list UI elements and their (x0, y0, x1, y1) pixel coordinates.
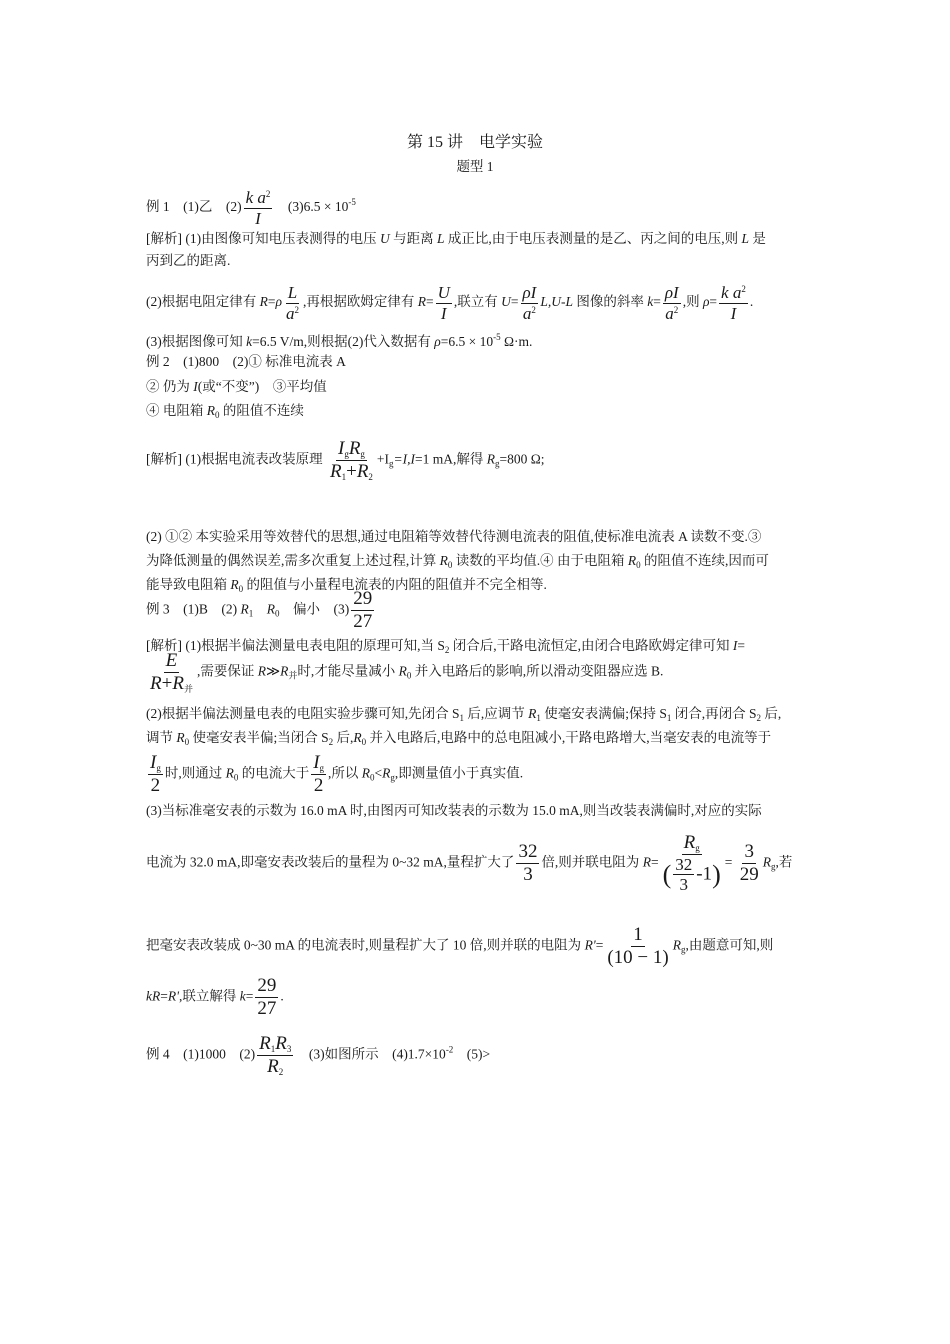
fraction-rho-result: $\frac{k a^2}{I}$ (721, 283, 746, 323)
example-1-analysis-1: [解析] (1)由图像可知电压表测得的电压 U 与距离 L 成正比,由于电压表测量的是乙、丙之间的电压,则 L 是 (146, 231, 766, 246)
example-2-analysis-2b: 为降低测量的偶然误差,需多次重复上述过程,计算 $R_0$ 读数的平均值.④ 由于电阻箱 $R_0$ 的阻值不连续,因而可 (146, 553, 769, 570)
fraction-r1r3-over-r2: $\frac{R1R3}{R2}$ (259, 1033, 292, 1077)
fraction-rho-i-over-a2: $\frac{\rho I}{a^2}$ (522, 283, 537, 323)
fraction-29-over-27: $\frac{29}{27}$ (353, 588, 373, 632)
fraction-ka2-over-i: $\frac{k a^2}{I}$ (245, 188, 271, 228)
fraction-ig-over-2b: $\frac{Ig}{2}$ (313, 752, 325, 796)
example-3-analysis-2: (2)根据半偏法测量电表的电阻实验步骤可知,先闭合 $S_1$ 后,应调节 $R_1$ 使毫安表满偏;保持 $S_1$ 闭合,再闭合 $S_2$ 后, (146, 706, 782, 723)
fraction-l-over-a2: $\frac{L}{a^2}$ (285, 283, 299, 323)
fraction-igrg-over-r1r2: $\frac{\text{IgRg}}{R1+R2}$ (329, 438, 373, 482)
example-1-analysis-3: (3)根据图像可知 k=6.5 V/m,则根据(2)代入数据有 $\rho=6.5 \times 10^{-5}$ Ω·m. (146, 332, 533, 349)
fraction-32-over-3: $\frac{32}{3}$ (518, 841, 538, 885)
example-1-analysis-2: (2)根据电阻定律有 R=ρ $\frac{L}{a^2}$ ,再根据欧姆定律有 R= $\frac{U}{I}$ ,联立有 U= $\frac{\rho I}{a^2}$ L,U-L 图像的斜率 k= $\frac{\rho I}{a^2}$ ,则 ρ= $\frac{k a^2}{I}$ . (146, 283, 754, 323)
fraction-rg-over-32-3-minus-1: Rg ( $\frac{32}{3}$ -1) (662, 832, 721, 895)
fraction-1-over-10-minus-1: $\frac{1}{(10 - 1)}$ (607, 924, 669, 968)
example-3-analysis-3: (3)当标准毫安表的示数为 16.0 mA 时,由图丙可知改装表的示数为 15.0 mA,则当改装表满偏时,对应的实际 (146, 803, 762, 818)
example-3-analysis-3d: kR=R',联立解得 k= $\frac{29}{27}$ . (146, 975, 284, 1019)
example-2-answer-3: ④ 电阻箱 $R_0$ 的阻值不连续 (146, 403, 304, 420)
fraction-29-over-27b: $\frac{29}{27}$ (257, 975, 277, 1019)
example-1-answer: 例 1 (1)乙 (2) $\frac{k a^2}{I}$ $(3)6.5 \times 10^{-5}$ (146, 188, 356, 228)
example-3-analysis-2b: 调节 $R_0$ 使毫安表半偏;当闭合 $S_2$ 后$,R_0$ 并入电路后,电路中的总电阻减小,干路电路增大,当毫安表的电流等于 (146, 730, 772, 747)
example-2-analysis-2c: 能导致电阻箱 $R_0$ 的阻值与小量程电流表的内阻的阻值并不完全相等. (146, 577, 547, 594)
example-3-answer: 例 3 (1)B (2) $R_1$ $R_0$ 偏小 (3) $\frac{29}{27}$ (146, 588, 373, 632)
fraction-ig-over-2: $\frac{Ig}{2}$ (150, 752, 161, 796)
fraction-slope: $\frac{\rho I}{a^2}$ (664, 283, 679, 323)
example-1-analysis-1b: 丙到乙的距离. (146, 253, 231, 268)
example-3-analysis-1b: $\frac{E}{\text{R+R并}}$ ,需要保证 $R≫R_并$时,才能尽量减小 $R_0$ 并入电路后的影响,所以滑动变阻器应选 B. (150, 650, 664, 694)
section-subtitle: 题型 1 (456, 159, 494, 174)
example-2-analysis-2: (2) ①② 本实验采用等效替代的思想,通过电阻箱等效替代待测电流表的阻值,使标准电流表 A 读数不变.③ (146, 529, 762, 544)
fraction-e-over-r-plus-r: $\frac{E}{\text{R+R并}}$ (150, 650, 193, 694)
fraction-3-over-29: $\frac{3}{29}$ (739, 841, 759, 885)
example-3-analysis-1: [解析] (1)根据半偏法测量电表电阻的原理可知,当 $S_2$ 闭合后,干路电流恒定,由闭合电路欧姆定律可知 I= (146, 638, 745, 655)
example-2-answer-2: ② 仍为 I(或“不变”) ③平均值 (146, 379, 327, 394)
example-3-analysis-3c: 把毫安表改装成 0~30 mA 的电流表时,则量程扩大了 10 倍,则并联的电阻为 R'= $\frac{1}{(10 - 1)}$ $R_g$,由题意可知,则 (146, 924, 774, 968)
page-title: 第 15 讲 电学实验 (406, 134, 543, 151)
example-3-analysis-3b: 电流为 32.0 mA,即毫安表改装后的量程为 0~32 mA,量程扩大了 $\frac{32}{3}$ 倍,则并联电阻为 R= Rg ( $\frac{32}{3}$ -1) = $\frac{3}{29}$ $R_g$,若 (146, 832, 793, 895)
example-4-answer: 例 4 (1)1000 (2) $\frac{R1R3}{R2}$ (3)如图所示 $(4)1.7\times 10^{-2}$ (5)> (146, 1033, 491, 1077)
fraction-u-over-i: $\frac{U}{I}$ (437, 283, 450, 323)
example-2-analysis-1: [解析] (1)根据电流表改装原理 $\frac{\text{IgRg}}{R1+R2}$ $+I_g=I,I=1$ mA,解得 $R_g=800$ Ω; (146, 438, 545, 482)
example-3-analysis-2c: $\frac{Ig}{2}$ 时,则通过 $R_0$ 的电流大于 $\frac{Ig}{2}$ ,所以 $R_0<R_g$,即测量值小于真实值. (150, 752, 524, 796)
example-2-answer-1: 例 2 (1)800 (2)① 标准电流表 A (146, 354, 346, 369)
